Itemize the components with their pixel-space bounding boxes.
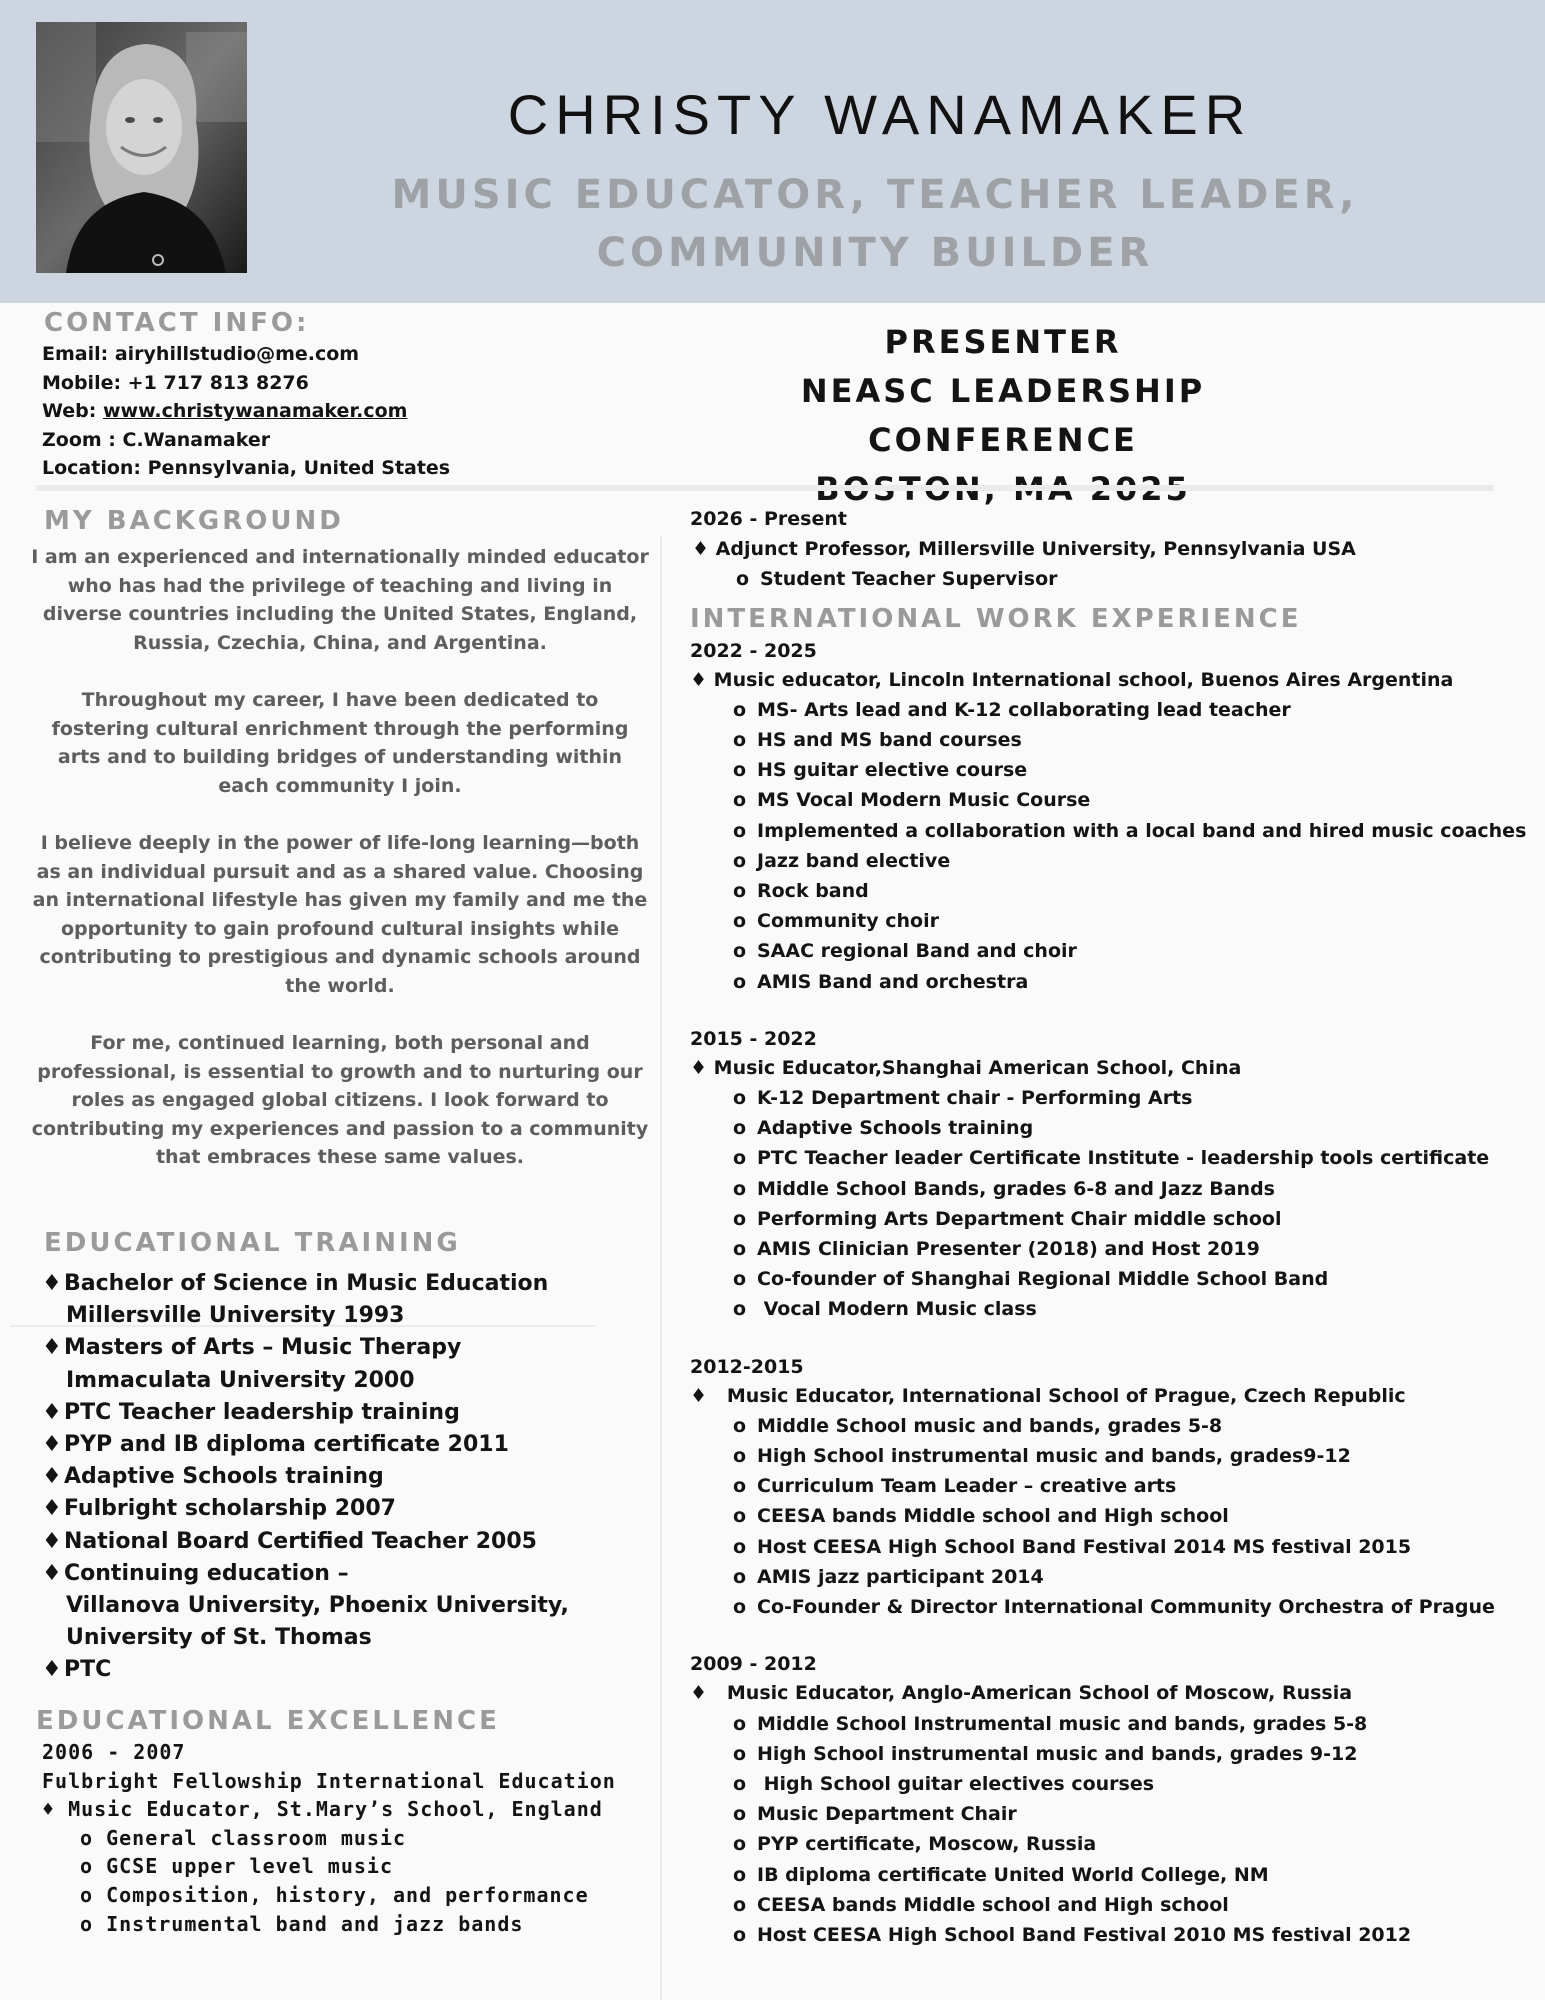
list-item <box>690 1264 1530 1294</box>
job-bullet: CEESA bands Middle school and High school <box>757 1893 1229 1916</box>
job-block <box>690 1650 1530 1950</box>
column-divider <box>660 536 662 2000</box>
job-bullet: High School instrumental music and bands, grades 9-12 <box>757 1742 1358 1765</box>
excellence-fellowship: Fulbright Fellowship International Education <box>42 1768 616 1793</box>
list-item <box>690 1143 1530 1173</box>
education-item: Fulbright scholarship 2007 <box>64 1496 396 1522</box>
job-bullet: AMIS jazz participant 2014 <box>757 1565 1044 1588</box>
circle-bullet-icon: o <box>733 1893 747 1916</box>
circle-bullet-icon: o <box>733 1147 747 1170</box>
diamond-bullet-icon: ♦ <box>690 1384 708 1407</box>
job-bullet: HS and MS band courses <box>757 729 1022 752</box>
list-item <box>42 1493 569 1525</box>
circle-bullet-icon: o <box>733 789 747 812</box>
job-role <box>690 1053 1530 1083</box>
education-item-detail: University of St. Thomas <box>66 1625 372 1651</box>
job-bullet: Music Department Chair <box>757 1803 1017 1826</box>
website-link[interactable]: www.christywanamaker.com <box>102 400 408 423</box>
list-item <box>690 1739 1530 1769</box>
circle-bullet-icon: o <box>733 1414 747 1437</box>
background-title: MY BACKGROUND <box>44 506 344 536</box>
job-block <box>690 1025 1530 1325</box>
current-year: 2026 - Present <box>690 508 847 530</box>
list-item <box>690 967 1530 997</box>
list-item <box>690 1920 1530 1950</box>
tagline-line-2: COMMUNITY BUILDER <box>596 230 1154 276</box>
circle-bullet-icon: o <box>733 698 747 721</box>
education-item: Bachelor of Science in Music Education <box>64 1271 549 1296</box>
job-bullet: MS- Arts lead and K-12 collaborating lead teacher <box>757 698 1291 721</box>
job-bullet: Rock band <box>757 880 869 903</box>
circle-bullet-icon: o <box>733 1833 747 1856</box>
circle-bullet-icon: o <box>733 1117 747 1140</box>
education-item-detail: Immaculata University 2000 <box>66 1367 415 1393</box>
list-item <box>690 846 1530 876</box>
circle-bullet-icon: o <box>733 1298 747 1321</box>
background-paragraph: For me, continued learning, both personal and professional, is essential to growth and to nurturing our roles as engaged global citizens. I look forward to contributing my experiences and passion to a community that embraces these same values. <box>31 1032 649 1169</box>
job-bullet: AMIS Clinician Presenter (2018) and Host 2019 <box>757 1238 1260 1261</box>
education-item: National Board Certified Teacher 2005 <box>64 1528 537 1554</box>
circle-bullet-icon: o <box>733 1268 747 1291</box>
contact-web-label: Web: <box>42 400 103 423</box>
job-bullet: Community choir <box>757 910 939 933</box>
circle-bullet-icon: o <box>733 940 747 963</box>
job-role-text: Music Educator, Anglo-American School of Moscow, Russia <box>713 1682 1353 1705</box>
circle-bullet-icon: o <box>733 1505 747 1528</box>
circle-bullet-icon: o <box>733 1445 747 1468</box>
circle-bullet-icon: o <box>733 759 747 782</box>
diamond-bullet-icon: ♦ <box>42 1496 62 1522</box>
circle-bullet-icon: o <box>736 568 750 591</box>
contact-mobile: Mobile: +1 717 813 8276 <box>42 371 309 394</box>
education-item: PYP and IB diploma certificate 2011 <box>64 1432 509 1458</box>
list-item <box>690 725 1530 755</box>
intl-title: INTERNATIONAL WORK EXPERIENCE <box>690 603 1302 634</box>
job-bullet: Host CEESA High School Band Festival 2014 MS festival 2015 <box>757 1535 1412 1558</box>
diamond-bullet-icon: ♦ <box>42 1432 62 1458</box>
contact-title: CONTACT INFO: <box>44 308 310 338</box>
job-role <box>690 1678 1530 1708</box>
list-item <box>42 1881 616 1910</box>
job-bullet: Jazz band elective <box>757 849 951 872</box>
list-item <box>42 1268 569 1332</box>
list-item <box>42 1910 616 1939</box>
circle-bullet-icon: o <box>80 1911 94 1936</box>
circle-bullet-icon: o <box>733 880 747 903</box>
job-bullet: Middle School Instrumental music and bands, grades 5-8 <box>757 1712 1368 1735</box>
list-item <box>690 1501 1530 1531</box>
diamond-bullet-icon: ♦ <box>690 1682 708 1705</box>
job-bullet: Middle School music and bands, grades 5-8 <box>757 1414 1223 1437</box>
list-item <box>690 1532 1530 1562</box>
circle-bullet-icon: o <box>733 729 747 752</box>
job-bullet: PTC Teacher leader Certificate Institute - leadership tools certificate <box>757 1147 1490 1170</box>
list-item <box>42 1558 569 1655</box>
tagline <box>330 166 1420 282</box>
circle-bullet-icon: o <box>733 1596 747 1619</box>
education-item: PTC <box>64 1657 112 1683</box>
contact-web <box>42 397 450 426</box>
list-item <box>690 695 1530 725</box>
circle-bullet-icon: o <box>733 910 747 933</box>
list-item <box>690 564 1530 594</box>
list-item <box>690 755 1530 785</box>
education-title: EDUCATIONAL TRAINING <box>44 1228 461 1258</box>
current-role <box>690 534 1530 564</box>
circle-bullet-icon: o <box>733 1923 747 1946</box>
job-bullet: Middle School Bands, grades 6-8 and Jazz Bands <box>757 1177 1275 1200</box>
job-bullet: SAAC regional Band and choir <box>757 940 1077 963</box>
job-bullet: Implemented a collaboration with a local band and hired music coaches <box>757 819 1527 842</box>
list-item <box>690 1441 1530 1471</box>
circle-bullet-icon: o <box>733 1087 747 1110</box>
list-item <box>690 876 1530 906</box>
header-banner <box>0 0 1545 303</box>
job-block <box>690 1353 1530 1623</box>
list-item <box>690 1204 1530 1234</box>
job-bullet: MS Vocal Modern Music Course <box>757 789 1091 812</box>
list-item <box>690 906 1530 936</box>
contact-email: Email: airyhillstudio@me.com <box>42 343 360 365</box>
list-item <box>690 1294 1530 1324</box>
list-item <box>690 816 1530 846</box>
list-item <box>690 785 1530 815</box>
job-role-text: Music educator, Lincoln International school, Buenos Aires Argentina <box>713 668 1454 691</box>
list-item <box>690 1709 1530 1739</box>
job-role <box>690 1381 1530 1411</box>
list-item <box>690 1083 1530 1113</box>
circle-bullet-icon: o <box>80 1854 94 1879</box>
current-bullet: Student Teacher Supervisor <box>760 568 1058 591</box>
list-item <box>690 936 1530 966</box>
circle-bullet-icon: o <box>733 1565 747 1588</box>
circle-bullet-icon: o <box>733 1238 747 1261</box>
diamond-bullet-icon: ♦ <box>42 1528 62 1554</box>
profile-photo <box>36 22 247 273</box>
circle-bullet-icon: o <box>733 1803 747 1826</box>
list-item <box>42 1429 569 1461</box>
job-year: 2009 - 2012 <box>690 1653 817 1676</box>
job-bullet: Vocal Modern Music class <box>757 1298 1037 1321</box>
excellence-role-text: Music Educator, St.Mary’s School, England <box>68 1797 603 1822</box>
job-year: 2012-2015 <box>690 1355 804 1378</box>
job-bullet: High School guitar electives courses <box>757 1772 1155 1795</box>
circle-bullet-icon: o <box>733 1712 747 1735</box>
list-item <box>690 1890 1530 1920</box>
education-item: PTC Teacher leadership training <box>64 1399 460 1425</box>
list-item <box>690 1411 1530 1441</box>
circle-bullet-icon: o <box>733 1772 747 1795</box>
section-divider <box>36 485 1494 491</box>
education-item-detail: Villanova University, Phoenix University, <box>66 1593 569 1619</box>
experience-column <box>690 504 1530 1950</box>
circle-bullet-icon: o <box>733 1535 747 1558</box>
job-block <box>690 637 1530 997</box>
list-item <box>690 1769 1530 1799</box>
list-item <box>690 1860 1530 1890</box>
diamond-bullet-icon: ♦ <box>42 1464 62 1490</box>
list-item <box>42 1852 616 1881</box>
circle-bullet-icon: o <box>80 1825 94 1850</box>
job-bullet: PYP certificate, Moscow, Russia <box>757 1833 1097 1856</box>
education-item: Continuing education – <box>64 1560 349 1586</box>
job-bullet: Host CEESA High School Band Festival 2010 MS festival 2012 <box>757 1923 1412 1946</box>
background-paragraph: I believe deeply in the power of life-long learning—both as an individual pursuit and as a shared value. Choosing an international lifestyle has given my family and me the opportunity to gain profound cultural insights while contributing to prestigious and dynamic schools around the world. <box>32 831 648 997</box>
job-bullet: High School instrumental music and bands, grades9-12 <box>757 1445 1351 1468</box>
job-bullet: Co-founder of Shanghai Regional Middle School Band <box>757 1268 1329 1291</box>
diamond-bullet-icon: ♦ <box>692 538 710 561</box>
circle-bullet-icon: o <box>733 819 747 842</box>
job-bullet: IB diploma certificate United World College, NM <box>757 1863 1269 1886</box>
diamond-bullet-icon: ♦ <box>690 668 708 691</box>
candidate-name: CHRISTY WANAMAKER <box>507 83 1253 146</box>
diamond-bullet-icon: ♦ <box>42 1797 56 1822</box>
list-item <box>690 1562 1530 1592</box>
list-item <box>690 1829 1530 1859</box>
list-item <box>690 1592 1530 1622</box>
circle-bullet-icon: o <box>733 849 747 872</box>
list-item <box>42 1461 569 1493</box>
circle-bullet-icon: o <box>733 1475 747 1498</box>
presenter-line-2: NEASC LEADERSHIP CONFERENCE <box>800 372 1206 459</box>
contact-info <box>42 340 450 483</box>
excellence-bullet: Instrumental band and jazz bands <box>106 1911 524 1936</box>
background-text <box>30 543 650 1201</box>
job-bullet: Curriculum Team Leader – creative arts <box>757 1475 1177 1498</box>
job-bullet: Adaptive Schools training <box>757 1117 1034 1140</box>
job-bullet: Co-Founder & Director International Community Orchestra of Prague <box>757 1596 1495 1619</box>
circle-bullet-icon: o <box>733 1863 747 1886</box>
excellence-year: 2006 - 2007 <box>42 1740 186 1764</box>
presenter-line-1: PRESENTER <box>884 323 1122 361</box>
diamond-bullet-icon: ♦ <box>42 1657 62 1683</box>
diamond-bullet-icon: ♦ <box>690 1056 708 1079</box>
background-paragraph: Throughout my career, I have been dedicated to fostering cultural enrichment through the performing arts and to building bridges of understanding within each community I join. <box>51 688 629 797</box>
job-role-text: Music Educator,Shanghai American School, China <box>713 1056 1242 1079</box>
job-year: 2022 - 2025 <box>690 639 817 662</box>
list-item <box>42 1332 569 1396</box>
education-list <box>42 1268 569 1687</box>
circle-bullet-icon: o <box>80 1882 94 1907</box>
list-item <box>690 1113 1530 1143</box>
diamond-bullet-icon: ♦ <box>42 1335 62 1361</box>
excellence-bullet: GCSE upper level music <box>106 1854 393 1879</box>
job-bullet: Performing Arts Department Chair middle school <box>757 1207 1282 1230</box>
circle-bullet-icon: o <box>733 1207 747 1230</box>
excellence-role <box>42 1795 616 1824</box>
list-item <box>42 1526 569 1558</box>
list-item <box>690 1234 1530 1264</box>
current-role-text: Adjunct Professor, Millersville University, Pennsylvania USA <box>715 538 1356 561</box>
job-role-text: Music Educator, International School of Prague, Czech Republic <box>713 1384 1406 1407</box>
job-bullet: AMIS Band and orchestra <box>757 970 1029 993</box>
job-role <box>690 665 1530 695</box>
excellence-bullet: General classroom music <box>106 1825 407 1850</box>
list-item <box>42 1397 569 1429</box>
job-bullet: CEESA bands Middle school and High school <box>757 1505 1229 1528</box>
excellence-bullet: Composition, history, and performance <box>106 1882 589 1907</box>
circle-bullet-icon: o <box>733 970 747 993</box>
list-item <box>42 1824 616 1853</box>
excellence-title: EDUCATIONAL EXCELLENCE <box>36 1706 500 1736</box>
excellence-block <box>42 1738 616 1938</box>
circle-bullet-icon: o <box>733 1742 747 1765</box>
background-paragraph: I am an experienced and internationally minded educator who has had the privilege of teaching and living in diverse countries including the United States, England, Russia, Czechia, China, and Argentina. <box>31 546 649 654</box>
contact-location: Location: Pennsylvania, United States <box>42 457 451 480</box>
diamond-bullet-icon: ♦ <box>42 1271 62 1296</box>
circle-bullet-icon: o <box>733 1177 747 1200</box>
contact-zoom: Zoom : C.Wanamaker <box>42 428 271 451</box>
job-year: 2015 - 2022 <box>690 1027 817 1050</box>
education-item: Adaptive Schools training <box>64 1464 384 1490</box>
job-bullet: K-12 Department chair - Performing Arts <box>757 1087 1193 1110</box>
diamond-bullet-icon: ♦ <box>42 1560 62 1586</box>
education-item-detail: Millersville University 1993 <box>66 1303 405 1329</box>
tagline-line-1: MUSIC EDUCATOR, TEACHER LEADER, <box>391 172 1359 218</box>
education-item: Masters of Arts – Music Therapy <box>64 1335 462 1361</box>
list-item <box>690 1471 1530 1501</box>
list-item <box>42 1654 569 1686</box>
job-bullet: HS guitar elective course <box>757 759 1028 782</box>
list-item <box>690 1799 1530 1829</box>
list-item <box>690 1174 1530 1204</box>
diamond-bullet-icon: ♦ <box>42 1399 62 1425</box>
